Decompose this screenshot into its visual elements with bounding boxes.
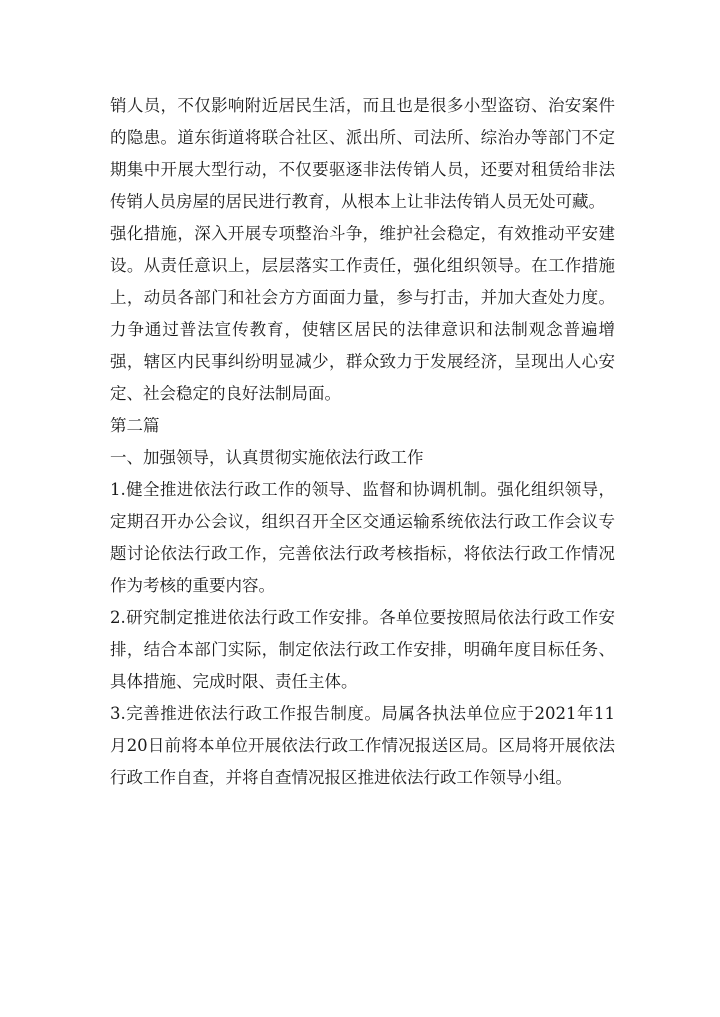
subheading-leadership: 一、加强领导，认真贯彻实施依法行政工作 (110, 448, 424, 467)
paragraph-item-1: 1.健全推进依法行政工作的领导、监督和协调机制。强化组织领导，定期召开办公会议，组织召开全区交通运输系统依法行政工作会议专题讨论依法行政工作，完善依法行政考核指标，将依法行政工作情况作为考核的重要内容。 (110, 480, 615, 595)
section-heading-part-two: 第二篇 (110, 416, 160, 435)
paragraph-measures: 强化措施，深入开展专项整治斗争，维护社会稳定，有效推动平安建设。从责任意识上，层层落实工作责任，强化组织领导。在工作措施上，动员各部门和社会方方面面力量，参与打击，并加大查处力度。力争通过普法宣传教育，使辖区居民的法律意识和法制观念普遍增强，辖区内民事纠纷明显减少，群众致力于发展经济，呈现出人心安定、社会稳定的良好法制局面。 (110, 224, 615, 403)
paragraph-item-3: 3.完善推进依法行政工作报告制度。局属各执法单位应于2021年11月20日前将本单位开展依法行政工作情况报送区局。区局将开展依法行政工作自查，并将自查情况报区推进依法行政工作领导小组。 (110, 704, 615, 787)
paragraph-continuation: 销人员，不仅影响附近居民生活，而且也是很多小型盗窃、治安案件的隐患。道东街道将联合社区、派出所、司法所、综治办等部门不定期集中开展大型行动，不仅要驱逐非法传销人员，还要对租赁给非法传销人员房屋的居民进行教育，从根本上让非法传销人员无处可藏。 (110, 96, 615, 211)
paragraph-item-2: 2.研究制定推进依法行政工作安排。各单位要按照局依法行政工作安排，结合本部门实际，制定依法行政工作安排，明确年度目标任务、具体措施、完成时限、责任主体。 (110, 608, 615, 691)
document-body (110, 90, 615, 794)
